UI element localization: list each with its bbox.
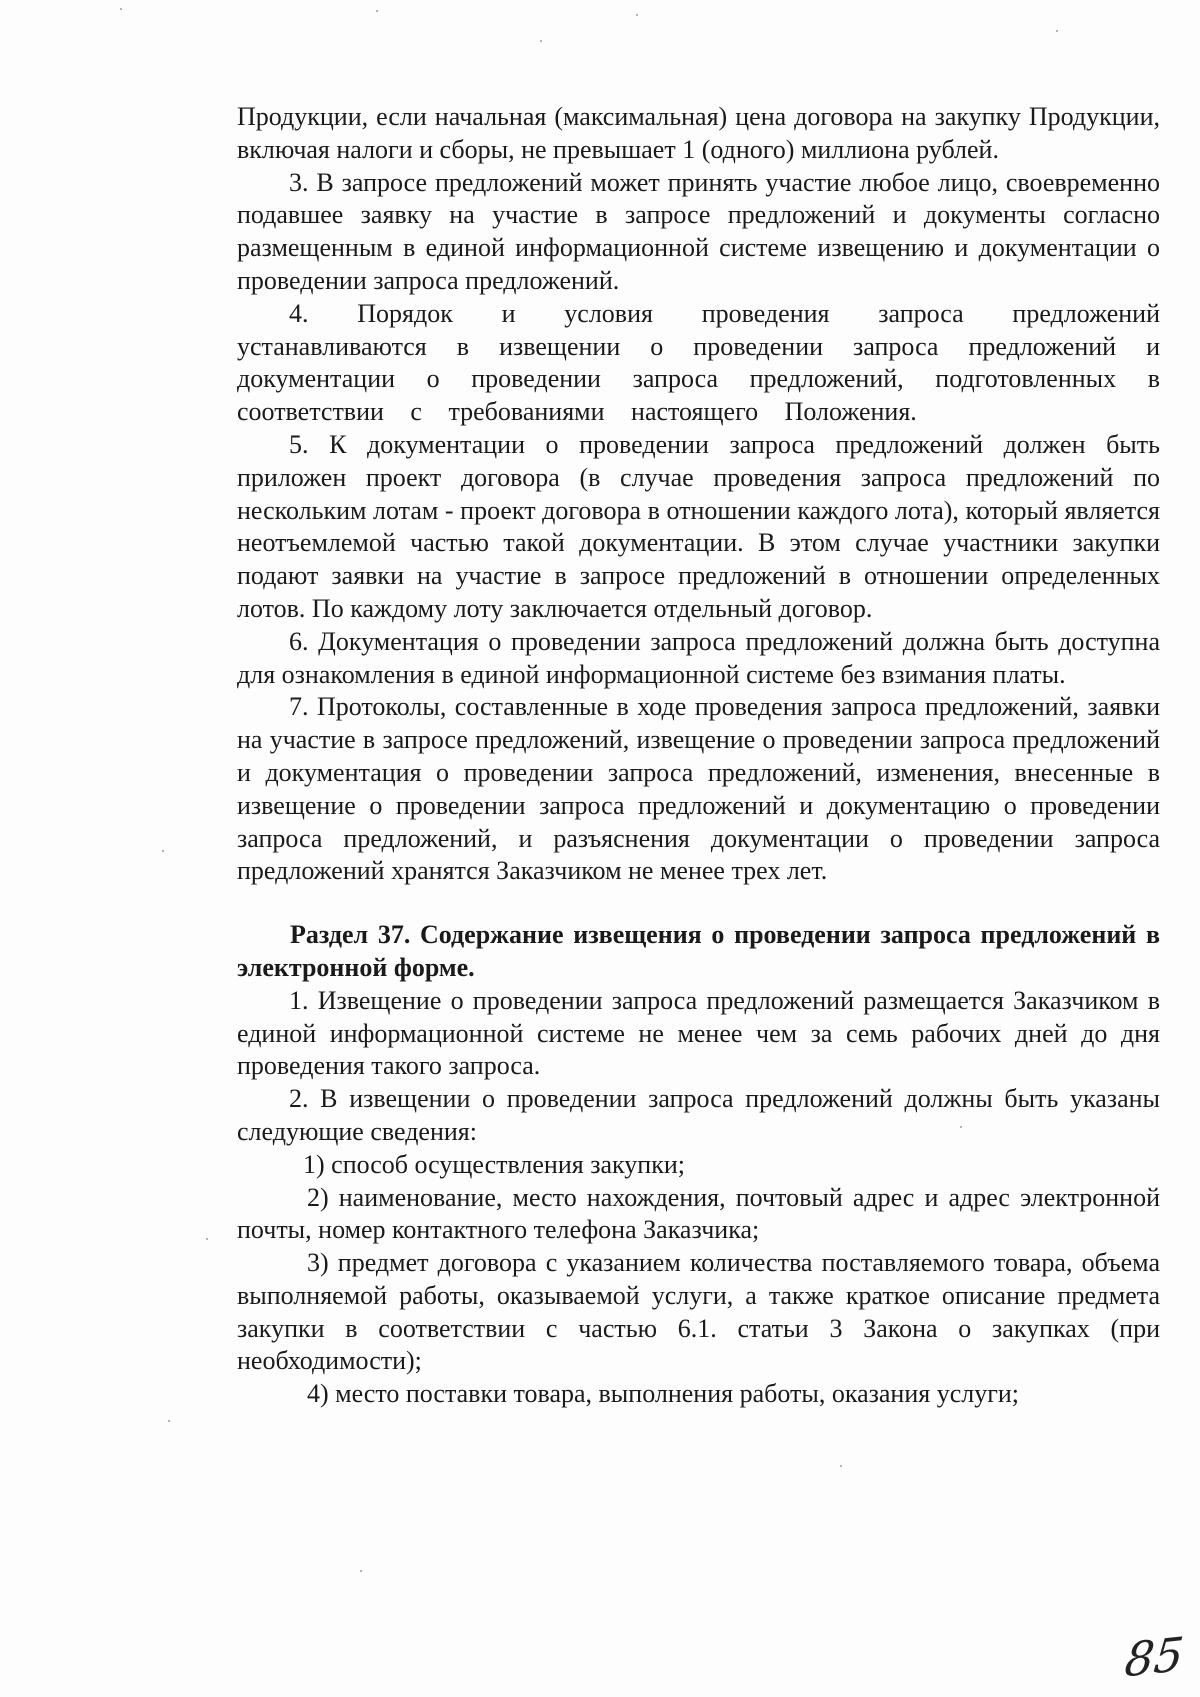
paragraph-item-4: 4. Порядок и условия проведения запроса предложений устанавливаются в извещении о проведении запроса предложений и документации о проведении запроса предложений, подготовленных в соответствии с требованиями настоящего Положения. <box>237 298 1160 427</box>
section-paragraph-1: 1. Извещение о проведении запроса предложений размещается Заказчиком в единой информационной системе не менее чем за семь рабочих дней до дня проведения такого запроса. <box>237 985 1160 1081</box>
scan-speck <box>120 8 122 10</box>
document-body <box>237 101 1160 1411</box>
scan-speck <box>1056 30 1058 32</box>
paragraph-item-5: 5. К документации о проведении запроса предложений должен быть приложен проект договора (в случае проведения запроса предложений по нескольким лотам - проект договора в отношении каждого лота), который является неотъемлемой частью такой документации. В этом случае участники закупки подают заявки на участие в запросе предложений в отношении определенных лотов. По каждому лоту заключается отдельный договор. <box>237 429 1160 623</box>
scan-speck <box>540 40 542 42</box>
paragraph-continuation: Продукции, если начальная (максимальная) цена договора на закупку Продукции, включая налоги и сборы, не превышает 1 (одного) миллиона рублей. <box>237 102 1160 164</box>
scan-speck <box>360 1570 362 1572</box>
scan-speck <box>636 14 638 16</box>
list-item: 3) предмет договора с указанием количества поставляемого товара, объема выполняемой работы, оказываемой услуги, а также краткое описание предмета закупки в соответствии с частью 6.1. статьи 3 Закона о закупках (при необходимости); <box>237 1248 1160 1376</box>
list-item: 1) способ осуществления закупки; <box>303 1149 685 1179</box>
handwritten-page-number: 85 <box>1122 1626 1187 1688</box>
scan-speck <box>162 850 164 852</box>
paragraph-item-7: 7. Протоколы, составленные в ходе проведения запроса предложений, заявки на участие в запросе предложений, извещение о проведении запроса предложений и документация о проведении запроса предложений, изменения, внесенные в извещение о проведении запроса предложений и документацию о проведении запроса предложений, и разъяснения документации о проведении запроса предложений хранятся Заказчиком не менее трех лет. <box>237 692 1160 886</box>
list-item: 4) место поставки товара, выполнения работы, оказания услуги; <box>307 1379 1020 1409</box>
scan-speck <box>376 10 378 12</box>
scan-speck <box>840 1465 842 1467</box>
paragraph-item-3: 3. В запросе предложений может принять участие любое лицо, своевременно подавшее заявку на участие в запросе предложений и документы согласно размещенным в единой информационной системе извещению и документации о проведении запроса предложений. <box>237 167 1160 295</box>
scan-speck <box>168 1420 170 1422</box>
section-paragraph-2: 2. В извещении о проведении запроса предложений должны быть указаны следующие сведения: <box>237 1084 1160 1146</box>
section-heading: Раздел 37. Содержание извещения о проведении запроса предложений в электронной форме. <box>237 920 1160 982</box>
scan-speck <box>206 1238 208 1240</box>
list-item: 2) наименование, место нахождения, почтовый адрес и адрес электронной почты, номер контактного телефона Заказчика; <box>237 1182 1160 1245</box>
paragraph-item-6: 6. Документация о проведении запроса предложений должна быть доступна для ознакомления в единой информационной системе без взимания платы. <box>237 626 1160 689</box>
